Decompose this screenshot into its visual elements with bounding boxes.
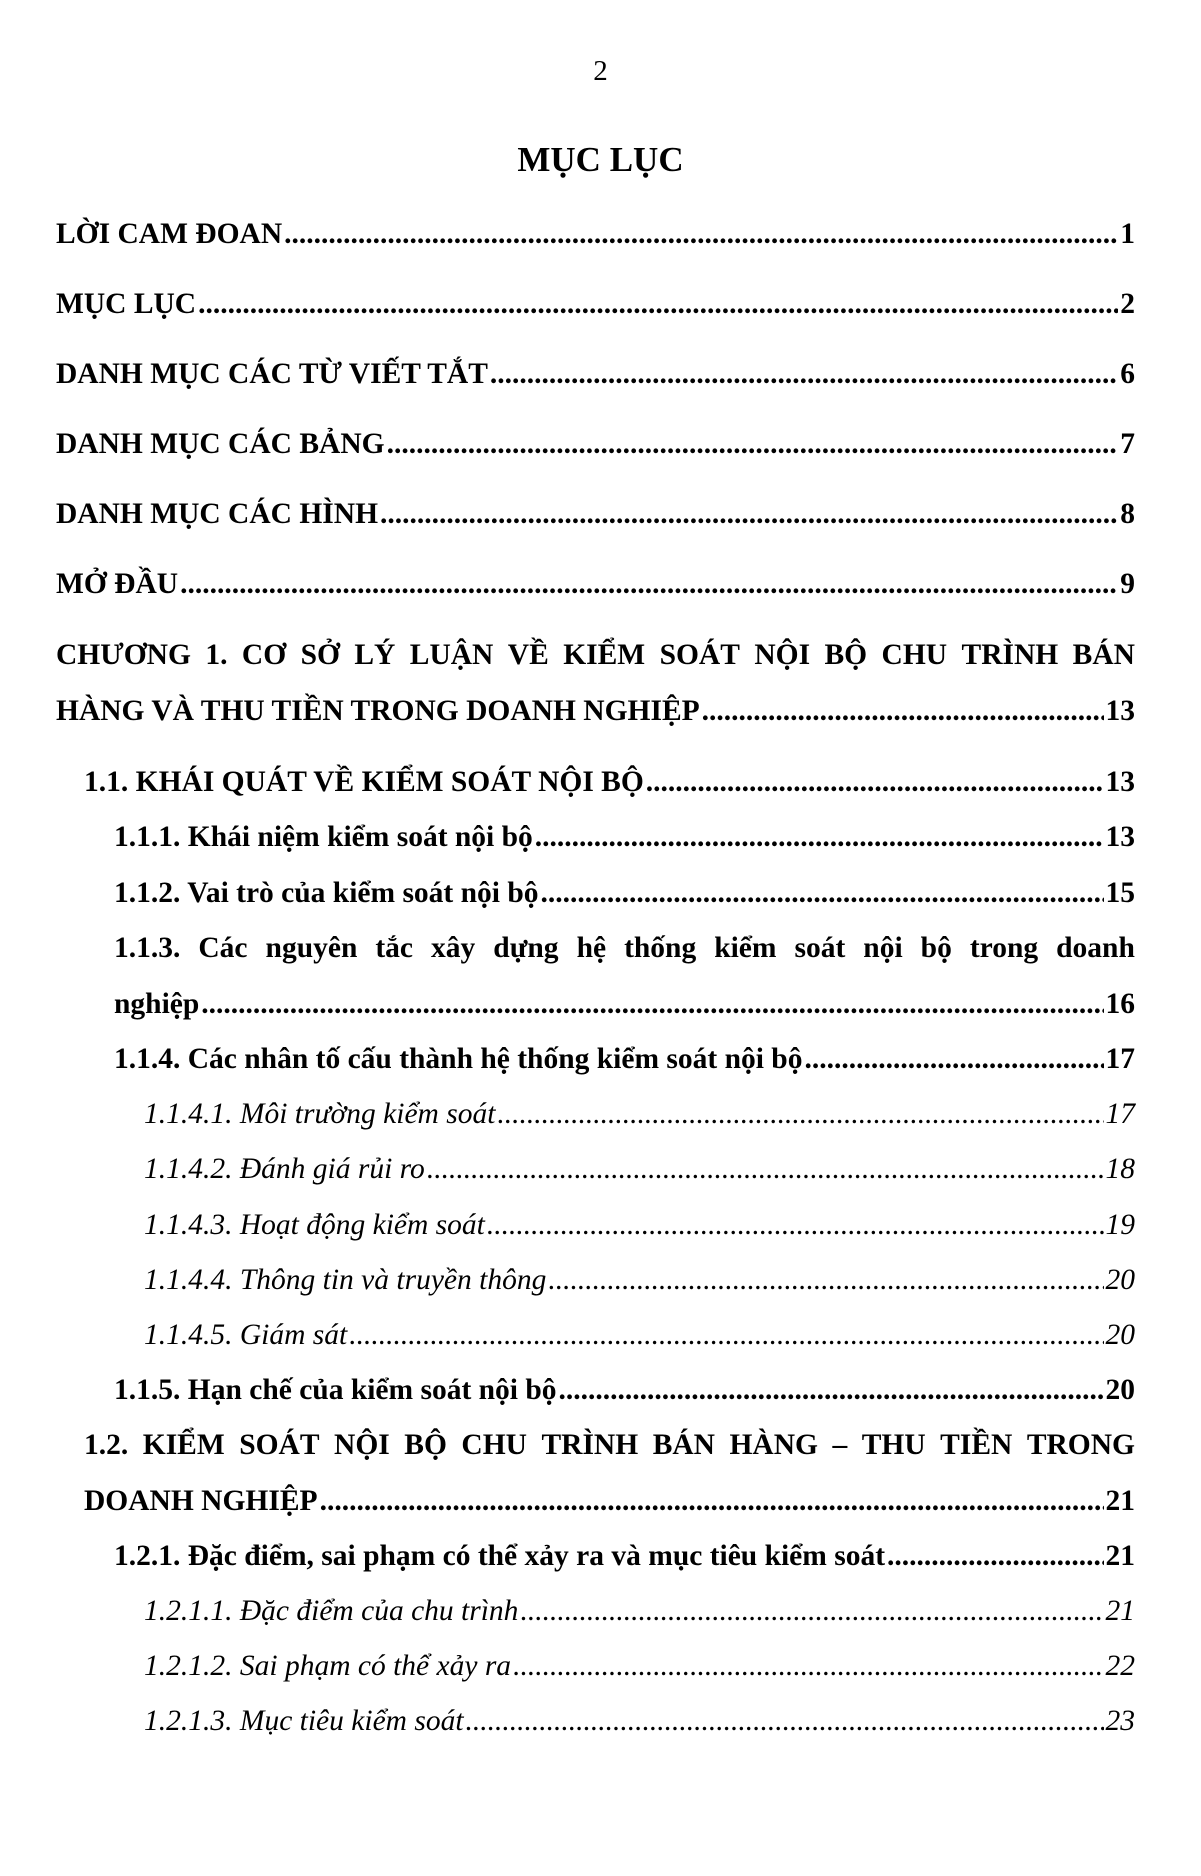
toc-entry-text: 1.2.1. Đặc điểm, sai phạm có thể xảy ra và mục tiêu kiểm soát: [114, 1540, 886, 1572]
toc-entry-text: DOANH NGHIỆP: [84, 1485, 318, 1517]
toc-entry-page: 20: [1105, 1374, 1135, 1406]
page-number: 2: [593, 55, 608, 87]
toc-entry-1-1-2[interactable]: [114, 875, 1135, 911]
toc-entry-text: 1.2.1.1. Đặc điểm của chu trình: [144, 1595, 519, 1627]
toc-entry-page: 13: [1105, 766, 1135, 798]
toc-entry-1-2[interactable]: [84, 1427, 1135, 1517]
toc-entry-1-1[interactable]: [84, 764, 1135, 800]
toc-entry-text: 1.1.4.3. Hoạt động kiểm soát: [144, 1209, 485, 1241]
toc-entry-text: 1.1.4.2. Đánh giá rủi ro: [144, 1153, 425, 1185]
toc-entry-page: 21: [1105, 1595, 1135, 1627]
dot-leader: [490, 356, 1118, 392]
toc-entry-1-1-5[interactable]: [114, 1372, 1135, 1408]
toc-entry-page: 9: [1120, 568, 1135, 600]
toc-entry-line1: 1.2. KIỂM SOÁT NỘI BỘ CHU TRÌNH BÁN HÀNG – THU TIỀN TRONG: [84, 1429, 1135, 1461]
dot-leader: [201, 986, 1103, 1022]
toc-entry-text: LỜI CAM ĐOAN: [56, 218, 283, 250]
toc-entry-text: 1.1.2. Vai trò của kiểm soát nội bộ: [114, 877, 539, 909]
toc-entry-page: 16: [1105, 988, 1135, 1020]
toc-entry-1-1-1[interactable]: [114, 819, 1135, 855]
toc-entry-1-1-3[interactable]: [114, 930, 1135, 1020]
toc-entry-page: 23: [1105, 1705, 1135, 1737]
toc-entry-page: 17: [1105, 1043, 1135, 1075]
dot-leader: [513, 1648, 1103, 1684]
toc-entry-1-1-4-3[interactable]: [144, 1207, 1135, 1243]
dot-leader: [887, 1538, 1103, 1574]
toc-entry-page: 19: [1105, 1209, 1135, 1241]
dot-leader: [541, 875, 1104, 911]
toc-entry-page: 7: [1120, 428, 1135, 460]
dot-leader: [427, 1151, 1104, 1187]
toc-entry-line1: 1.1.3. Các nguyên tắc xây dựng hệ thống kiểm soát nội bộ trong doanh: [114, 932, 1135, 964]
dot-leader: [804, 1041, 1103, 1077]
dot-leader: [702, 693, 1104, 729]
dot-leader: [535, 819, 1104, 855]
toc-entry-line1: CHƯƠNG 1. CƠ SỞ LÝ LUẬN VỀ KIỂM SOÁT NỘI BỘ CHU TRÌNH BÁN: [56, 639, 1135, 671]
toc-entry-page: 20: [1105, 1319, 1135, 1351]
toc-entry-text: 1.1.5. Hạn chế của kiểm soát nội bộ: [114, 1374, 557, 1406]
toc-entry-text: 1.1.1. Khái niệm kiểm soát nội bộ: [114, 821, 533, 853]
toc-entry-page: 1: [1120, 218, 1135, 250]
toc-entry-1-1-4-2[interactable]: [144, 1151, 1135, 1187]
toc-entry-text: 1.1. KHÁI QUÁT VỀ KIỂM SOÁT NỘI BỘ: [84, 766, 644, 798]
dot-leader: [198, 286, 1118, 322]
toc-entry-text: MỤC LỤC: [56, 288, 197, 320]
toc-entry-text: 1.1.4.5. Giám sát: [144, 1319, 348, 1351]
toc-entry-tables[interactable]: [56, 426, 1135, 462]
toc-entry-text: HÀNG VÀ THU TIỀN TRONG DOANH NGHIỆP: [56, 695, 700, 727]
toc-entry-text: 1.1.4.1. Môi trường kiểm soát: [144, 1098, 496, 1130]
toc-entry-page: 2: [1120, 288, 1135, 320]
dot-leader: [520, 1593, 1103, 1629]
toc-entry-1-1-4-1[interactable]: [144, 1096, 1135, 1132]
toc-entry-text: 1.1.4. Các nhân tố cấu thành hệ thống kiểm soát nội bộ: [114, 1043, 803, 1075]
dot-leader: [466, 1703, 1104, 1739]
dot-leader: [180, 566, 1118, 602]
toc-entry-chapter-1[interactable]: [56, 637, 1135, 727]
toc-heading: MỤC LỤC: [517, 140, 684, 179]
dot-leader: [497, 1096, 1103, 1132]
toc-entry-1-2-1-2[interactable]: [144, 1648, 1135, 1684]
toc-entry-text: 1.2.1.3. Mục tiêu kiểm soát: [144, 1705, 464, 1737]
toc-entry-page: 8: [1120, 498, 1135, 530]
toc-entry-text: nghiệp: [114, 988, 200, 1020]
toc-entry-page: 18: [1105, 1153, 1135, 1185]
toc-entry-text: MỞ ĐẦU: [56, 568, 179, 600]
toc-entry-page: 13: [1105, 695, 1135, 727]
toc-entry-page: 20: [1105, 1264, 1135, 1296]
dot-leader: [487, 1207, 1104, 1243]
toc-entry-1-1-4[interactable]: [114, 1041, 1135, 1077]
toc-entry-1-1-4-5[interactable]: [144, 1317, 1135, 1353]
toc-entry-1-2-1[interactable]: [114, 1538, 1135, 1574]
toc-entry-text: 1.1.4.4. Thông tin và truyền thông: [144, 1264, 547, 1296]
toc-entry-page: 17: [1105, 1098, 1135, 1130]
toc-entry-text: 1.2.1.2. Sai phạm có thể xảy ra: [144, 1650, 512, 1682]
toc-entry-text: DANH MỤC CÁC HÌNH: [56, 498, 379, 530]
toc-entry-page: 13: [1105, 821, 1135, 853]
dot-leader: [349, 1317, 1103, 1353]
dot-leader: [380, 496, 1118, 532]
toc-entry-page: 15: [1105, 877, 1135, 909]
toc-entry-muc-luc[interactable]: [56, 286, 1135, 322]
toc-entry-loi-cam-doan[interactable]: [56, 216, 1135, 252]
dot-leader: [548, 1262, 1103, 1298]
toc-entry-text: DANH MỤC CÁC BẢNG: [56, 428, 385, 460]
toc-entry-1-1-4-4[interactable]: [144, 1262, 1135, 1298]
toc-entry-page: 21: [1105, 1485, 1135, 1517]
toc-entry-1-2-1-3[interactable]: [144, 1703, 1135, 1739]
dot-leader: [284, 216, 1118, 252]
toc-entry-page: 22: [1105, 1650, 1135, 1682]
toc-entry-figures[interactable]: [56, 496, 1135, 532]
dot-leader: [559, 1372, 1104, 1408]
dot-leader: [646, 764, 1104, 800]
toc-entry-text: DANH MỤC CÁC TỪ VIẾT TẮT: [56, 358, 488, 390]
dot-leader: [387, 426, 1119, 462]
toc-entry-page: 21: [1105, 1540, 1135, 1572]
toc-entry-introduction[interactable]: [56, 566, 1135, 602]
toc-entry-1-2-1-1[interactable]: [144, 1593, 1135, 1629]
dot-leader: [320, 1483, 1104, 1519]
toc-entry-abbreviations[interactable]: [56, 356, 1135, 392]
toc-entry-page: 6: [1120, 358, 1135, 390]
